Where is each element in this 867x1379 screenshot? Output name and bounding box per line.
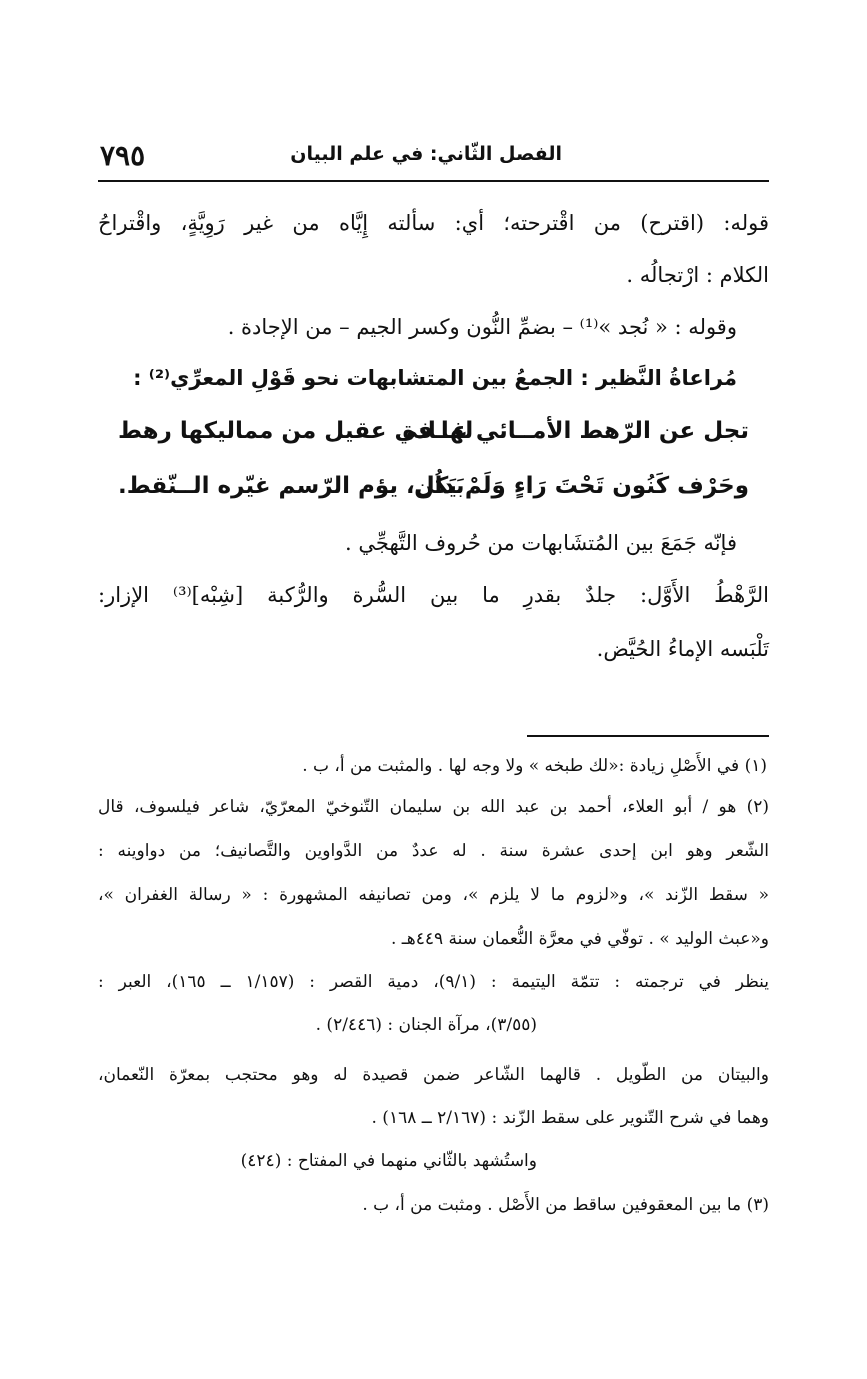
header-rule [98,180,769,182]
footnote-2-line-4: و«عبث الوليد » . توفّي في معرَّة النُّعمان سنة ٤٤٩هـ . [390,929,769,949]
footnote-3: (٣) ما بين المعقوفين ساقط من الأَصْل . ومثبت من أ، ب . [362,1195,769,1215]
verse-2-first-hemistich: وحَرْف كَنُون تَحْتَ رَاءٍ وَلَمْ يَكُن [414,473,749,499]
page-number: ٧٩٥ [100,139,146,172]
body-line-3: وقوله : « نُجد »⁽¹⁾ – بضمِّ النُّون وكسر الجيم – من الإجادة . [227,315,737,339]
footnote-2-line-1: (٢) هو / أبو العلاء، أحمد بن عبد الله بن سليمان التّنوخيّ المعرّيّ، شاعر فيلسوف، قال [98,797,769,817]
body-line-5: الرَّهْطُ الأَوَّل: جلدٌ بقدرِ ما بين السُّرة والرُّكبة [شِبْه]⁽³⁾ الإزار: [98,583,769,607]
footnote-1: (١) في الأَصْلِ زيادة :«لك طبخه » ولا وجه لها . والمثبت من أ، ب . [302,756,767,776]
footnote-2-line-7: والبيتان من الطّويل . قالهما الشّاعر ضمن قصيدة له وهو محتجب بمعرّة النّعمان، [98,1065,769,1085]
verse-1-first-hemistich: تجل عن الرّهط الأمــائي غــادة [402,418,749,444]
footnote-2-line-5: ينظر في ترجمته : تتمّة اليتيمة : (٩/١)، دمية القصر : (١/١٥٧ ــ ١٦٥)، العبر : [98,972,769,992]
section-heading: مُراعاةُ النَّظير : الجمعُ بين المتشابهات نحو قَوْلِ المعرِّي⁽²⁾ : [133,366,737,390]
verse-2-second-hemistich: بَدال، يؤم الرّسم غيّره الــنّقط. [118,473,465,499]
footnote-2-line-3: « سقط الزّند »، و«لزوم ما لا يلزم »، ومن تصانيفه المشهورة : « رسالة الغفران »، [98,885,769,905]
running-header-title: الفصل الثّاني: في علم البيان [290,143,562,165]
footnote-2-line-2: الشّعر وهو ابن إحدى عشرة سنة . له عددٌ من الدَّواوين والتَّصانيف؛ من دواوينه : [98,841,769,861]
footnote-rule [527,735,769,737]
footnote-2-line-8: وهما في شرح التّنوير على سقط الزّند : (٢/١٦٧ ــ ١٦٨) . [371,1108,769,1128]
footnote-2-line-6: (٣/٥٥)، مرآة الجنان : (٢/٤٤٦) . [315,1015,537,1035]
body-line-2: الكلام : ارْتجالُه . [626,263,769,287]
body-line-4: فإنّه جَمَعَ بين المُتشَابهات من حُروف التَّهجِّي . [345,531,737,555]
verse-1-second-hemistich: لها في عقيل من مماليكها رهط [118,418,474,444]
body-line-1: قوله: (اقترح) من اقْترحته؛ أي: سألته إِيَّاه من غير رَوِيَّةٍ، واقْتراحُ [98,211,769,235]
body-line-6: تَلْبَسه الإماءُ الحُيَّض. [596,637,769,661]
footnote-2-line-9: واستُشهد بالثّاني منهما في المفتاح : (٤٢٤) [240,1151,537,1171]
